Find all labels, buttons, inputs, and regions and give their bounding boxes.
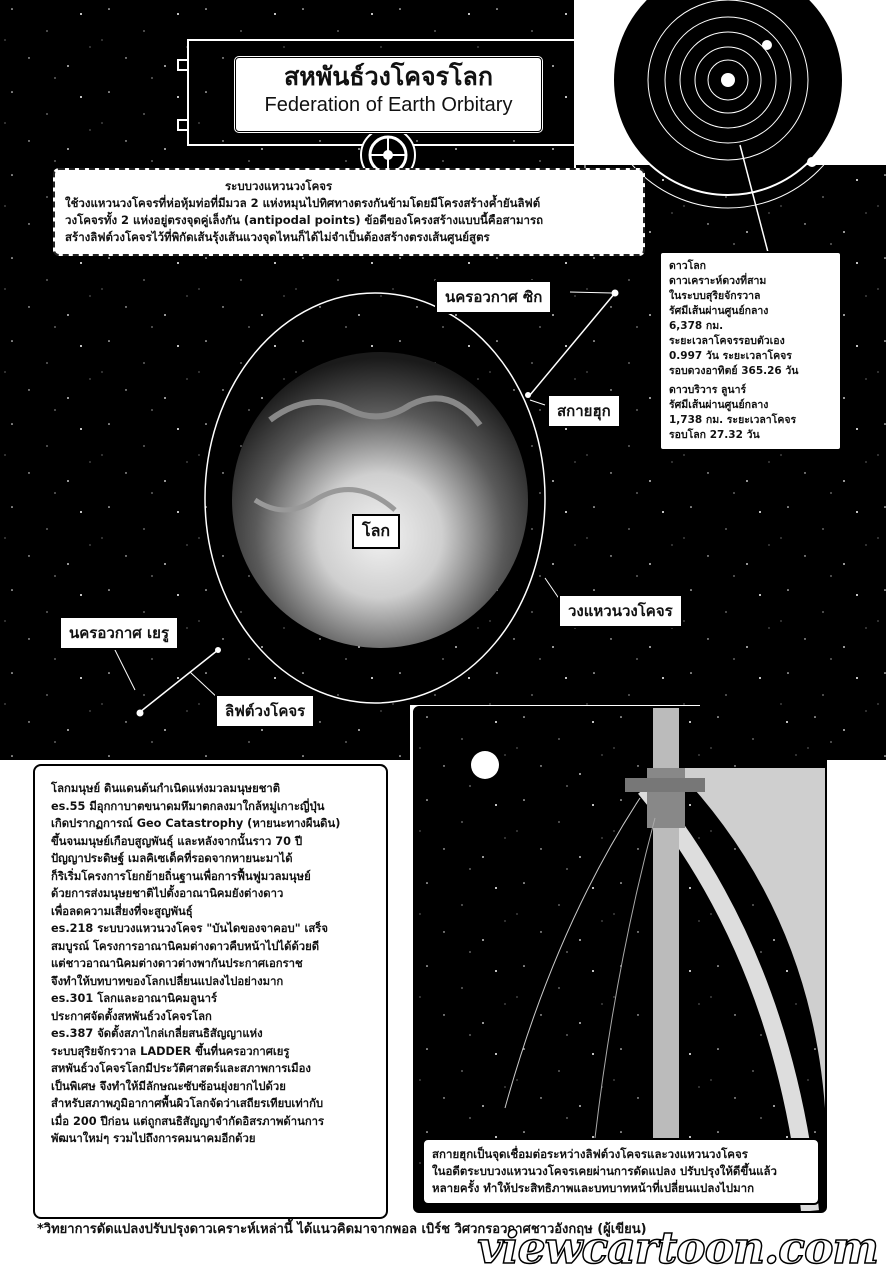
history-line: พัฒนาใหม่ๆ รวมไปถึงการคมนาคมอีกด้วย	[51, 1132, 256, 1145]
caption-line: สกายฮุกเป็นจุดเชื่อมต่อระหว่างลิฟต์วงโคจรและวงแหวนวงโคจร	[432, 1147, 748, 1161]
earth-info-box	[659, 251, 842, 451]
info-line: ดาวโลก	[669, 260, 707, 272]
skyhook-illustration	[415, 708, 825, 1211]
history-line: ระบบสุริยจักรวาล LADDER ขึ้นที่นครอวกาศเยรู	[51, 1044, 290, 1058]
history-line: จึงทำให้บทบาทของโลกเปลี่ยนแปลงไปอย่างมาก	[51, 974, 284, 988]
history-line: เป็นพิเศษ จึงทำให้มีลักษณะซับซ้อนยุ่งยากไปด้วย	[51, 1079, 286, 1093]
info-line: 6,378 กม.	[669, 320, 724, 332]
history-text-box	[33, 764, 388, 1219]
skyhook-caption	[422, 1138, 820, 1205]
history-line: ขึ้นจนมนุษย์เกือบสูญพันธุ์ และหลังจากนั้นราว 70 ปี	[51, 834, 303, 848]
history-line: โลกมนุษย์ ดินแดนต้นกำเนิดแห่งมวลมนุษยชาติ	[51, 782, 281, 795]
label-earth: โลก	[352, 514, 400, 549]
history-line: เพื่อลดความเสี่ยงที่จะสูญพันธุ์	[51, 904, 193, 918]
history-line: เมื่อ 200 ปีก่อน แต่ถูกสนธิสัญญาจำกัดอิสรภาพด้านการ	[51, 1114, 325, 1128]
history-line: es.387 จัดตั้งสภาไกล่เกลี่ยสนธิสัญญาแห่ง	[51, 1027, 263, 1040]
label-city-yeru: นครอวกาศ เยรู	[59, 616, 179, 650]
history-line: สหพันธ์วงโคจรโลกมีประวัติศาสตร์และสภาพการเมือง	[51, 1062, 311, 1075]
note-line: สร้างลิฟต์วงโคจรไว้ที่พิกัดเส้นรุ้งเส้นแวงจุดไหนก็ได้ไม่จำเป็นต้องสร้างตรงเส้นศูนย์สูตร	[65, 230, 490, 244]
note-line: วงโคจรทั้ง 2 แห่งอยู่ตรงจุดคู่เล็งกัน (antipodal points) ข้อดีของโครงสร้างแบบนี้คือสามารถ	[65, 213, 544, 227]
title-plate	[233, 55, 544, 134]
info-line: ดาวบริวาร ลูนาร์	[669, 384, 747, 396]
note-line: ใช้วงแหวนวงโคจรที่ห่อหุ้มท่อที่มีมวล 2 แห่งหมุนไปทิศทางตรงกันข้ามโดยมีโครงสร้างค้ำยันลิฟต์	[65, 196, 541, 210]
site-watermark: viewcartoon.com	[477, 1223, 878, 1274]
history-line: ประกาศจัดตั้งสหพันธ์วงโคจรโลก	[51, 1009, 212, 1023]
note-heading: ระบบวงแหวนวงโคจร	[225, 179, 333, 193]
info-line: รอบโลก 27.32 วัน	[669, 429, 760, 441]
label-skyhook: สกายฮุก	[547, 394, 621, 428]
info-line: รัศมีเส้นผ่านศูนย์กลาง	[669, 399, 769, 411]
skyhook-illustration-panel	[413, 706, 827, 1213]
history-line: สำหรับสภาพภูมิอากาศพื้นผิวโลกจัดว่าเสถียรเทียบเท่ากับ	[51, 1097, 324, 1110]
label-city-zinc: นครอวกาศ ซิก	[435, 280, 552, 314]
info-line: รอบดวงอาทิตย์ 365.26 วัน	[669, 365, 799, 377]
history-line: ก็ริเริ่มโครงการโยกย้ายถิ่นฐานเพื่อการฟื้นฟูมวลมนุษย์	[51, 869, 311, 883]
page-title-english: Federation of Earth Orbitary	[264, 94, 513, 116]
history-line: สมบูรณ์ โครงการอาณานิคมต่างดาวคืบหน้าไปได้ด้วยดี	[51, 939, 320, 953]
caption-line: หลายครั้ง ทำให้ประสิทธิภาพและบทบาทหน้าที่เปลี่ยนแปลงไปมาก	[432, 1181, 755, 1195]
info-line: 0.997 วัน ระยะเวลาโคจร	[669, 350, 792, 362]
caption-line: ในอดีตระบบวงแหวนวงโคจรเคยผ่านการดัดแปลง ปรับปรุงให้ดีขึ้นแล้ว	[432, 1164, 778, 1178]
label-orbital-lift: ลิฟต์วงโคจร	[215, 694, 315, 728]
info-line: ในระบบสุริยจักรวาล	[669, 290, 761, 302]
history-line: es.55 มีอุกกาบาตขนาดมหึมาตกลงมาใกล้หมู่เกาะญี่ปุ่น	[51, 799, 325, 813]
info-line: ระยะเวลาโคจรรอบตัวเอง	[669, 335, 785, 347]
history-line: es.301 โลกและอาณานิคมลูนาร์	[51, 992, 218, 1005]
history-line: เกิดปรากฏการณ์ Geo Catastrophy (หายนะทางผืนดิน)	[51, 817, 341, 830]
info-line: ดาวเคราะห์ดวงที่สาม	[669, 275, 767, 287]
orbital-ring-note	[53, 168, 645, 256]
label-orbital-ring: วงแหวนวงโคจร	[558, 594, 683, 628]
history-line: es.218 ระบบวงแหวนวงโคจร "บันไดของจาคอบ" เสร็จ	[51, 922, 328, 935]
info-line: รัศมีเส้นผ่านศูนย์กลาง	[669, 305, 769, 317]
history-line: แต่ชาวอาณานิคมต่างดาวต่างพากันประกาศเอกราช	[51, 957, 303, 970]
info-line: 1,738 กม. ระยะเวลาโคจร	[669, 414, 797, 426]
page-title-thai: สหพันธ์วงโคจรโลก	[284, 62, 493, 91]
history-line: ปัญญาประดิษฐ์ เมลคิเซเด็คที่รอดจากหายนะมาได้	[51, 852, 293, 865]
history-line: ด้วยการส่งมนุษยชาติไปตั้งอาณานิคมยังต่างดาว	[51, 887, 284, 900]
footnote: *วิทยาการดัดแปลงปรับปรุงดาวเคราะห์เหล่านี้ ได้แนวคิดมาจากพอล เบิร์ช วิศวกรอวกาศชาวอังกฤษ (ผู้เขียน)	[37, 1222, 647, 1237]
